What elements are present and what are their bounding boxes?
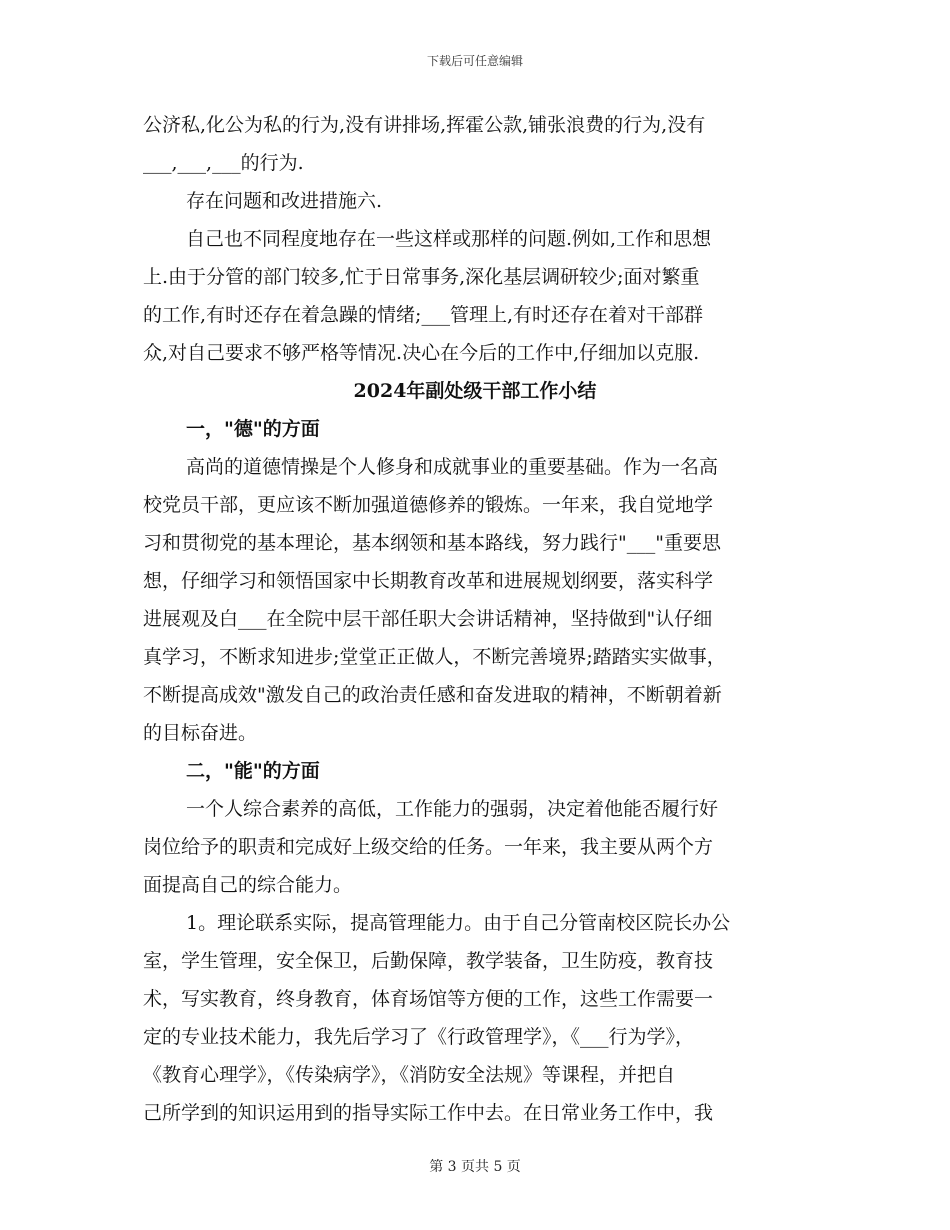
document-body (143, 106, 807, 1132)
text-line: 存在问题和改进措施六. (186, 190, 383, 212)
text-line: 一个人综合素养的高低，工作能力的强弱，决定着他能否履行好 (186, 798, 719, 820)
text-line: 上.由于分管的部门较多,忙于日常事务,深化基层调研较少;面对繁重 (143, 266, 700, 288)
text-line: 想，仔细学习和领悟国家中长期教育改革和进展规划纲要，落实科学 (143, 570, 714, 592)
text-line: 《教育心理学》，《传染病学》，《消防安全法规》等课程，并把自 (143, 1064, 676, 1086)
text-line: 不断提高成效"激发自己的政治责任感和奋发进取的精神，不断朝着新 (143, 684, 722, 706)
text-line: 1。理论联系实际，提高管理能力。由于自己分管南校区院长办公 (186, 912, 731, 934)
text-line: 室，学生管理，安全保卫，后勤保障，教学装备，卫生防疫，教育技 (143, 950, 714, 972)
page-header: 下载后可任意编辑 (426, 54, 523, 68)
text-line: 术，写实教育，终身教育，体育场馆等方便的工作，这些工作需要一 (143, 988, 714, 1010)
text-line: 真学习，不断求知进步;堂堂正正做人，不断完善境界;踏踏实实做事， (143, 646, 726, 668)
text-line: 公济私,化公为私的行为,没有讲排场,挥霍公款,铺张浪费的行为,没有 (143, 114, 706, 136)
text-line: 面提高自己的综合能力。 (143, 874, 353, 896)
text-line: 己所学到的知识运用到的指导实际工作中去。在日常业务工作中，我 (143, 1102, 714, 1124)
text-line: 的工作,有时还存在着急躁的情绪;___管理上,有时还存在着对干部群 (143, 304, 703, 326)
text-line: 众,对自己要求不够严格等情况.决心在今后的工作中,仔细加以克服. (143, 342, 700, 364)
text-line: 定的专业技术能力，我先后学习了《行政管理学》，《___行为学》， (143, 1026, 695, 1048)
text-line: 高尚的道德情操是个人修身和成就事业的重要基础。作为一名高 (186, 456, 719, 478)
text-line: 的目标奋进。 (143, 722, 258, 744)
text-line: 校党员干部，更应该不断加强道德修养的锻炼。一年来，我自觉地学 (143, 494, 714, 516)
section-heading: 二，"能"的方面 (186, 760, 320, 782)
text-line: 岗位给予的职责和完成好上级交给的任务。一年来，我主要从两个方 (143, 836, 714, 858)
text-line: 习和贯彻党的基本理论，基本纲领和基本路线，努力践行"___"重要思 (143, 532, 721, 554)
text-line: 进展观及白___在全院中层干部任职大会讲话精神，坚持做到"认仔细 (143, 608, 713, 630)
section-heading: 一，"德"的方面 (186, 418, 320, 440)
text-line: ___,___,___的行为. (143, 152, 304, 174)
page-footer: 第 3 页共 5 页 (429, 1159, 521, 1175)
text-line: 自己也不同程度地存在一些这样或那样的问题.例如,工作和思想 (186, 228, 712, 250)
document-title: 2024年副处级干部工作小结 (353, 380, 597, 402)
